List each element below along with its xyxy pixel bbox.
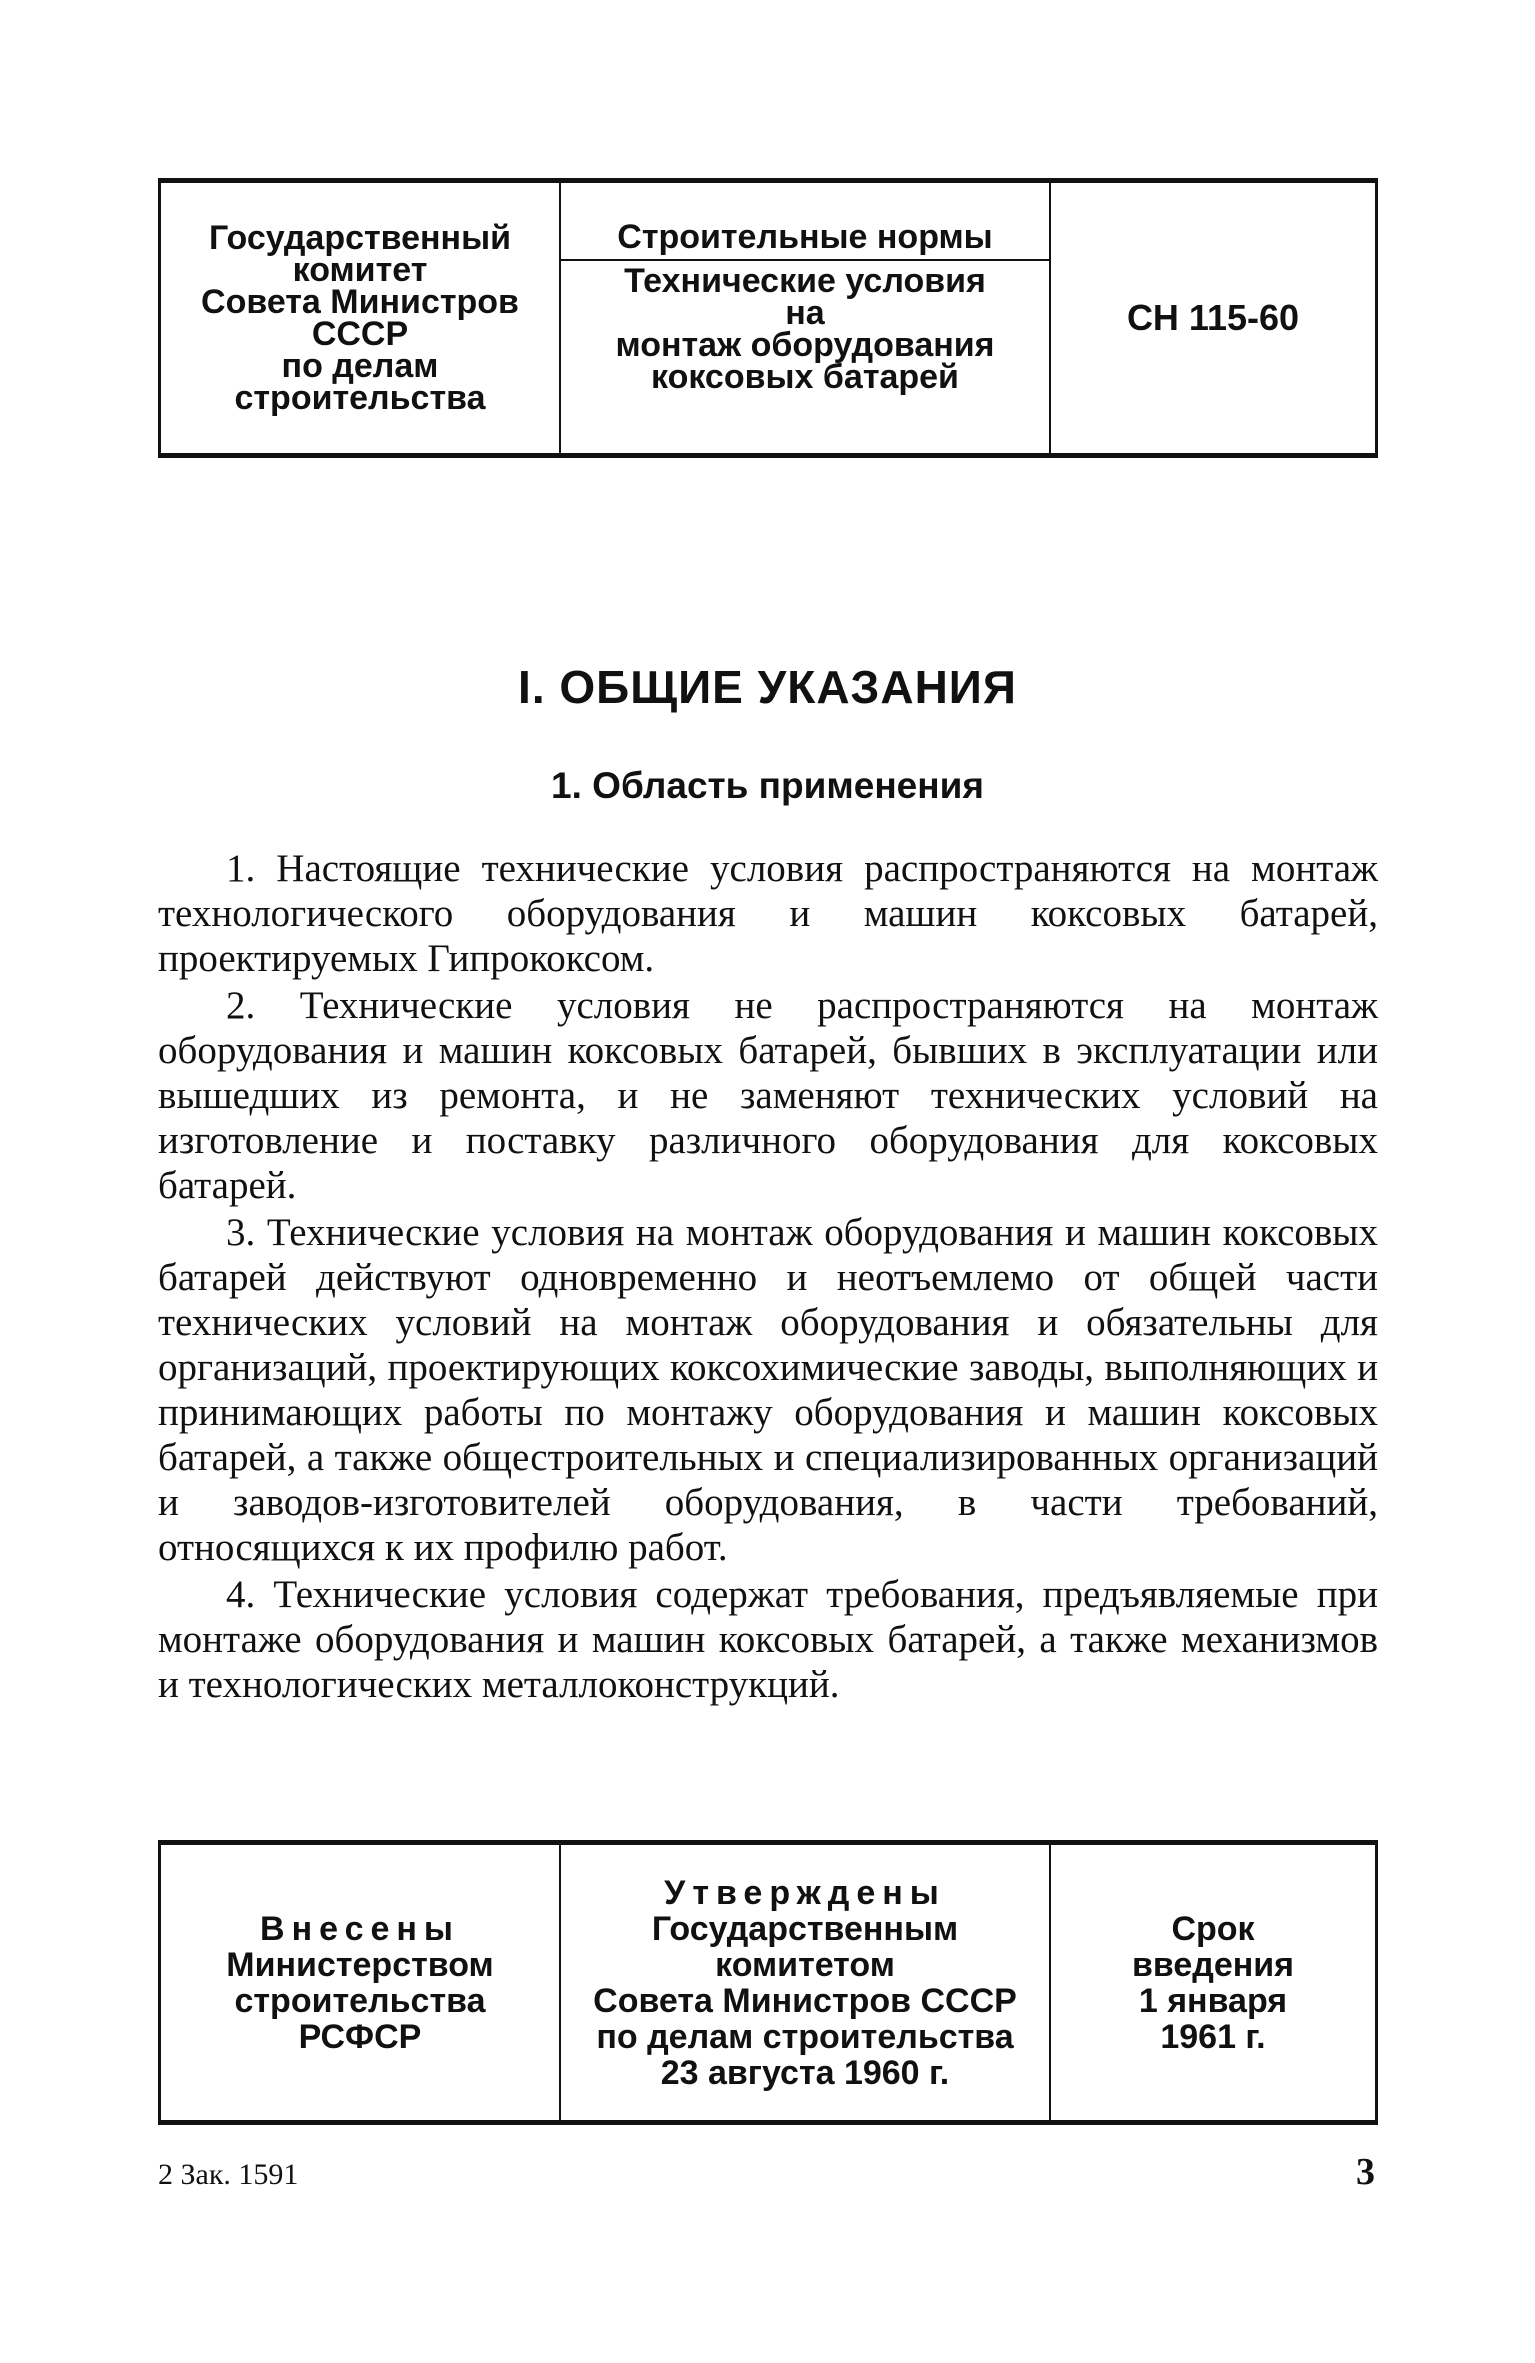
doc-title-line: Технические условия: [624, 262, 986, 300]
doc-title-line: на: [785, 294, 825, 332]
norms-title: Строительные нормы: [617, 218, 993, 256]
header-table: [158, 178, 1378, 458]
introduced-cell: [161, 1845, 559, 2120]
code-text: СН 115-60: [1126, 297, 1300, 338]
introduced-line: РСФСР: [298, 2017, 422, 2056]
paragraph: 2. Технические условия не распространяются на монтаж оборудования и машин коксовых батарей, бывших в эксплуатации или вышедших из ремонта, и не заменяют технических условий на изготовление и поставку различного оборудования для коксовых батарей.: [158, 984, 1378, 1207]
org-line: Государственный: [208, 219, 512, 257]
doc-title-line: коксовых батарей: [651, 358, 959, 396]
org-line: Совета Министров: [201, 283, 519, 321]
introduced-label: Внесены: [260, 1909, 460, 1948]
document-code: [1049, 183, 1375, 453]
org-line: комитет: [292, 251, 428, 289]
page-number: 3: [1356, 2151, 1375, 2193]
term-cell: [1049, 1845, 1375, 2120]
introduced-line: строительства: [234, 1981, 486, 2020]
document-title-cell: [559, 183, 1049, 453]
term-line: Срок: [1171, 1909, 1255, 1948]
org-line: строительства: [234, 379, 486, 417]
introduced-line: Министерством: [226, 1945, 494, 1984]
approved-cell: [559, 1845, 1049, 2120]
paragraph: 4. Технические условия содержат требования, предъявляемые при монтаже оборудования и машин коксовых батарей, а также механизмов и технологических металлоконструкций.: [158, 1573, 1378, 1706]
title-divider: [561, 259, 1049, 261]
approved-line: 23 августа 1960 г.: [660, 2053, 950, 2092]
approved-label: Утверждены: [664, 1873, 946, 1912]
paragraph: 3. Технические условия на монтаж оборудования и машин коксовых батарей действуют одновременно и неотъемлемо от общей части технических условий на монтаж оборудования и обязательны для организаций, проектирующих коксохимические заводы, выполняющих и принимающих работы по монтажу оборудования и машин коксовых батарей, а также общестроительных и специализированных организаций и заводов-изготовителей оборудования, в части требований, относящихся к их профилю работ.: [158, 1211, 1378, 1569]
term-line: 1961 г.: [1160, 2017, 1266, 2056]
body-text: [158, 846, 1378, 1709]
approved-line: комитетом: [715, 1945, 895, 1984]
approval-table: [158, 1840, 1378, 2125]
approved-line: Государственным: [651, 1909, 959, 1948]
subsection-title: 1. Область применения: [551, 765, 984, 806]
section-title: I. ОБЩИЕ УКАЗАНИЯ: [518, 661, 1017, 713]
org-line: по делам: [281, 347, 439, 385]
issuing-organization: [161, 183, 559, 453]
term-line: 1 января: [1138, 1981, 1288, 2020]
approved-line: по делам строительства: [596, 2017, 1014, 2056]
doc-title-line: монтаж оборудования: [615, 326, 995, 364]
order-note: 2 Зак. 1591: [158, 2158, 299, 2191]
org-line: СССР: [311, 315, 409, 353]
approved-line: Совета Министров СССР: [593, 1981, 1017, 2020]
term-line: введения: [1131, 1945, 1295, 1984]
paragraph: 1. Настоящие технические условия распространяются на монтаж технологического оборудования и машин коксовых батарей, проектируемых Гипрококсом.: [158, 847, 1378, 980]
